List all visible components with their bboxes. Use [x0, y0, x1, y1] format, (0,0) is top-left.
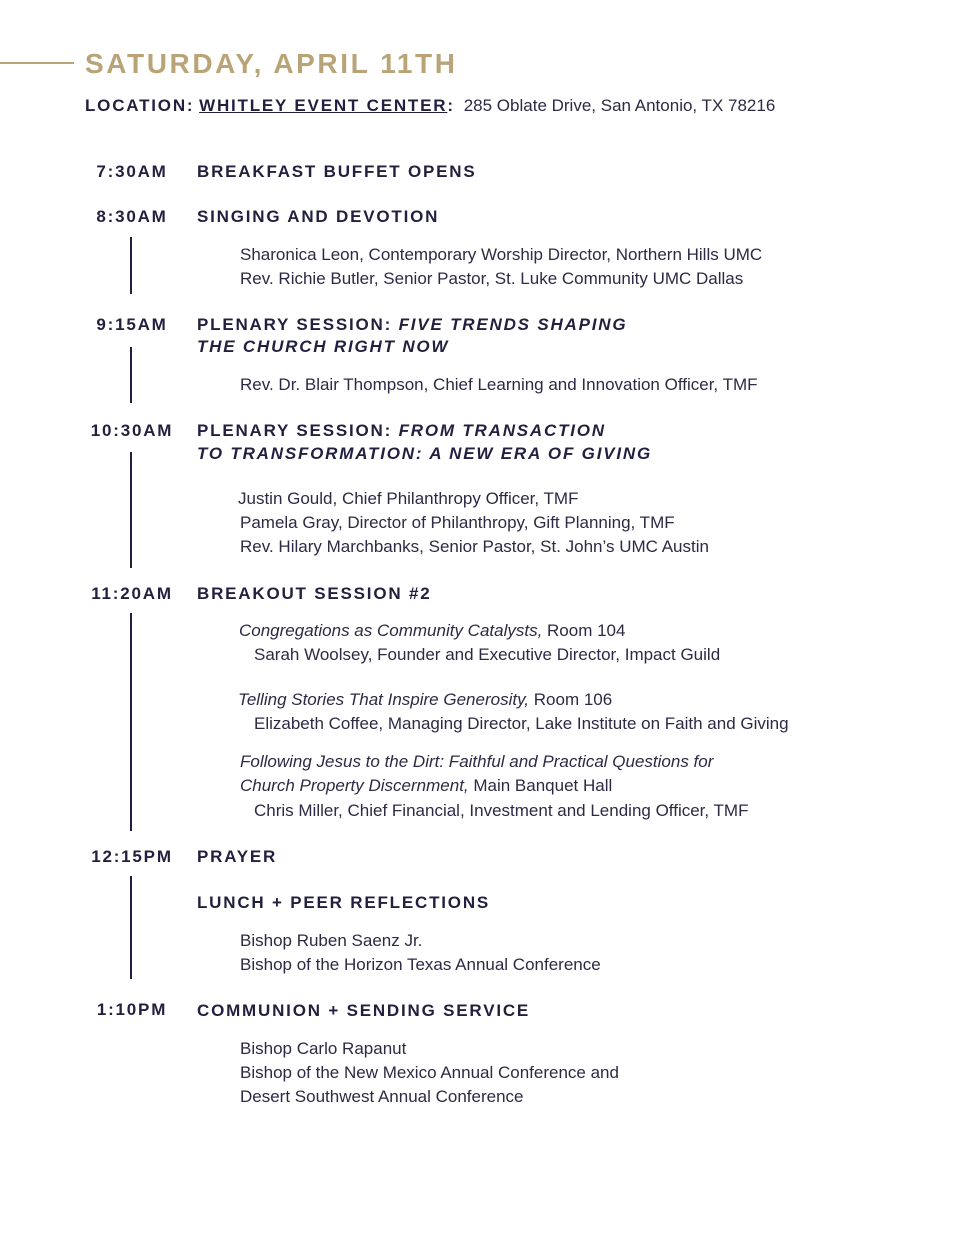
speaker-line: Rev. Hilary Marchbanks, Senior Pastor, St. John’s UMC Austin — [240, 537, 709, 556]
speaker-line: Desert Southwest Annual Conference — [240, 1087, 524, 1106]
timeline-bar — [130, 237, 132, 294]
breakout-room: Main Banquet Hall — [468, 776, 613, 795]
breakout-room: Room 104 — [542, 621, 626, 640]
breakout-title — [239, 619, 625, 643]
breakout-speaker: Sarah Woolsey, Founder and Executive Director, Impact Guild — [254, 645, 721, 664]
breakout-name: Congregations as Community Catalysts, — [239, 621, 543, 640]
breakout-speaker: Elizabeth Coffee, Managing Director, Lake Institute on Faith and Giving — [254, 714, 789, 733]
speaker-line: Bishop of the Horizon Texas Annual Conference — [240, 955, 601, 974]
title-italic: TO TRANSFORMATION: A NEW ERA OF GIVING — [197, 444, 652, 463]
breakout-speaker: Chris Miller, Chief Financial, Investment and Lending Officer, TMF — [254, 801, 749, 820]
speaker-line: Bishop of the New Mexico Annual Conference and — [240, 1063, 619, 1082]
session-title-plenary-1-cont — [197, 336, 449, 358]
speaker-line: Rev. Dr. Blair Thompson, Chief Learning and Innovation Officer, TMF — [240, 375, 758, 394]
time-1120: 11:20AM — [91, 584, 173, 603]
breakout-name: Church Property Discernment, — [240, 776, 469, 795]
timeline-bar — [130, 452, 132, 568]
breakout-room: Room 106 — [529, 690, 613, 709]
time-1215: 12:15PM — [91, 847, 173, 866]
title-prefix: PLENARY SESSION: — [197, 315, 399, 334]
session-title-breakfast: BREAKFAST BUFFET OPENS — [197, 162, 477, 181]
title-italic: FROM TRANSACTION — [398, 421, 606, 440]
session-title-plenary-2-cont — [197, 443, 652, 465]
speaker-line: Pamela Gray, Director of Philanthropy, Gift Planning, TMF — [240, 513, 675, 532]
breakout-title-cont — [240, 774, 612, 798]
time-0110: 1:10PM — [96, 1000, 168, 1019]
time-0730: 7:30AM — [96, 162, 168, 181]
breakout-title — [238, 688, 612, 712]
breakout-name: Following Jesus to the Dirt: Faithful and Practical Questions for — [240, 752, 714, 771]
session-title-singing: SINGING AND DEVOTION — [197, 207, 440, 226]
time-0830: 8:30AM — [96, 207, 168, 226]
time-1030: 10:30AM — [90, 421, 174, 440]
speaker-line: Sharonica Leon, Contemporary Worship Director, Northern Hills UMC — [240, 245, 763, 264]
session-title-plenary-1 — [197, 314, 627, 336]
speaker-line: Justin Gould, Chief Philanthropy Officer, TMF — [238, 489, 579, 508]
speaker-line: Bishop Carlo Rapanut — [240, 1039, 407, 1058]
session-title-plenary-2 — [197, 420, 606, 442]
location-line — [85, 94, 775, 118]
title-prefix: PLENARY SESSION: — [197, 421, 399, 440]
title-italic: FIVE TRENDS SHAPING — [398, 315, 628, 334]
session-title-lunch: LUNCH + PEER REFLECTIONS — [197, 893, 491, 912]
breakout-name: Telling Stories That Inspire Generosity, — [238, 690, 530, 709]
breakout-title — [240, 750, 713, 774]
timeline-bar — [130, 613, 132, 831]
timeline-bar — [130, 347, 132, 403]
speaker-line: Rev. Richie Butler, Senior Pastor, St. Luke Community UMC Dallas — [240, 269, 744, 288]
session-title-prayer: PRAYER — [197, 847, 278, 866]
gold-rule — [0, 62, 74, 64]
session-title-breakout: BREAKOUT SESSION #2 — [197, 584, 432, 603]
location-label: LOCATION: — [85, 96, 195, 115]
title-italic: THE CHURCH RIGHT NOW — [197, 337, 450, 356]
speaker-line: Bishop Ruben Saenz Jr. — [240, 931, 423, 950]
venue-address: 285 Oblate Drive, San Antonio, TX 78216 — [463, 96, 776, 115]
venue-colon: : — [447, 96, 453, 115]
day-title: SATURDAY, APRIL 11TH — [85, 48, 458, 79]
session-title-communion: COMMUNION + SENDING SERVICE — [197, 1001, 531, 1020]
venue-link[interactable]: WHITLEY EVENT CENTER — [199, 96, 448, 115]
time-0915: 9:15AM — [96, 315, 168, 334]
timeline-bar — [130, 876, 132, 979]
